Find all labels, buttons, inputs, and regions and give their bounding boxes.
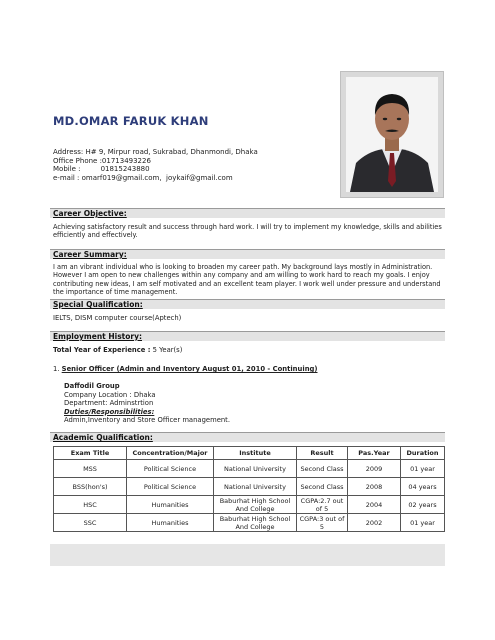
- column-header: Result: [297, 447, 348, 460]
- table-row: [54, 460, 445, 478]
- job-title-line: [53, 365, 318, 373]
- profile-photo: [346, 77, 438, 192]
- job-title: Senior Officer (Admin and Inventory August 01, 2010 - Continuing): [61, 365, 318, 373]
- table-row: [54, 496, 445, 514]
- duration-cell: 04 years: [401, 478, 445, 496]
- year-cell: 2002: [348, 514, 401, 532]
- institute-cell: National University: [214, 460, 297, 478]
- career-summary-heading: Career Summary:: [53, 250, 127, 259]
- duties-heading: Duties/Responsibilities:: [64, 407, 155, 416]
- major-cell: Political Science: [127, 478, 214, 496]
- column-header: Duration: [401, 447, 445, 460]
- exam-cell: HSC: [54, 496, 127, 514]
- job-details: [64, 382, 230, 425]
- column-header: Concentration/Major: [127, 447, 214, 460]
- exam-cell: BSS(hon's): [54, 478, 127, 496]
- result-cell: CGPA:2.7 out of 5: [297, 496, 348, 514]
- address-line: Address: H# 9, Mirpur road, Sukrabad, Dhanmondi, Dhaka: [53, 148, 258, 156]
- job-number: 1.: [53, 365, 60, 373]
- candidate-name: MD.OMAR FARUK KHAN: [53, 114, 209, 128]
- duration-cell: 01 year: [401, 460, 445, 478]
- profile-photo-frame: [340, 71, 444, 198]
- column-header: Exam Title: [54, 447, 127, 460]
- total-experience-line: [53, 346, 182, 354]
- result-cell: Second Class: [297, 478, 348, 496]
- major-cell: Humanities: [127, 514, 214, 532]
- mobile-line: Mobile : 01815243880: [53, 165, 150, 174]
- portrait-illustration: [346, 77, 438, 192]
- company-location: Company Location : Dhaka: [64, 390, 156, 399]
- result-cell: CGPA:3 out of 5: [297, 514, 348, 532]
- contact-block: [53, 148, 258, 182]
- academic-qualification-heading: Academic Qualification:: [53, 433, 153, 442]
- year-cell: 2008: [348, 478, 401, 496]
- office-phone-line: Office Phone :01713493226: [53, 156, 151, 165]
- total-experience-label: Total Year of Experience :: [53, 346, 151, 354]
- major-cell: Humanities: [127, 496, 214, 514]
- exam-cell: MSS: [54, 460, 127, 478]
- major-cell: Political Science: [127, 460, 214, 478]
- company-name: Daffodil Group: [64, 382, 120, 390]
- year-cell: 2004: [348, 496, 401, 514]
- duties-text: Admin,Inventory and Store Officer management.: [64, 416, 231, 425]
- career-objective-text: Achieving satisfactory result and success through hard work. I will try to implement my knowledge, skills and abilities efficiently and effectively.: [53, 223, 442, 240]
- department: Department: Adminstrtion: [64, 399, 154, 408]
- duration-cell: 02 years: [401, 496, 445, 514]
- duration-cell: 01 year: [401, 514, 445, 532]
- table-header-row: [54, 447, 445, 460]
- career-summary-text: I am an vibrant individual who is looking to broaden my career path. My background lays mostly in Administration. However I am open to new challenges within any company and am willing to work hard to reach my goals. I enjoy contributing new ideas, I am self motivated and an excellent team player. I work well under pressure and understand the importance of time management.: [53, 263, 441, 297]
- exam-cell: SSC: [54, 514, 127, 532]
- footer-bar: [50, 544, 445, 566]
- special-qualification-text: IELTS, DISM computer course(Aptech): [53, 314, 182, 322]
- result-cell: Second Class: [297, 460, 348, 478]
- column-header: Institute: [214, 447, 297, 460]
- career-objective-heading: Career Objective:: [53, 209, 127, 218]
- total-experience-value: 5 Year(s): [150, 346, 183, 354]
- academic-table: [53, 446, 445, 532]
- institute-cell: Baburhat High School And College: [214, 514, 297, 532]
- table-row: [54, 514, 445, 532]
- email-line: e-mail : omarf019@gmail.com, joykaif@gmail.com: [53, 173, 233, 182]
- employment-history-heading: Employment History:: [53, 332, 142, 341]
- institute-cell: Baburhat High School And College: [214, 496, 297, 514]
- special-qualification-heading: Special Qualification:: [53, 300, 143, 309]
- institute-cell: National University: [214, 478, 297, 496]
- year-cell: 2009: [348, 460, 401, 478]
- column-header: Pas.Year: [348, 447, 401, 460]
- table-row: [54, 478, 445, 496]
